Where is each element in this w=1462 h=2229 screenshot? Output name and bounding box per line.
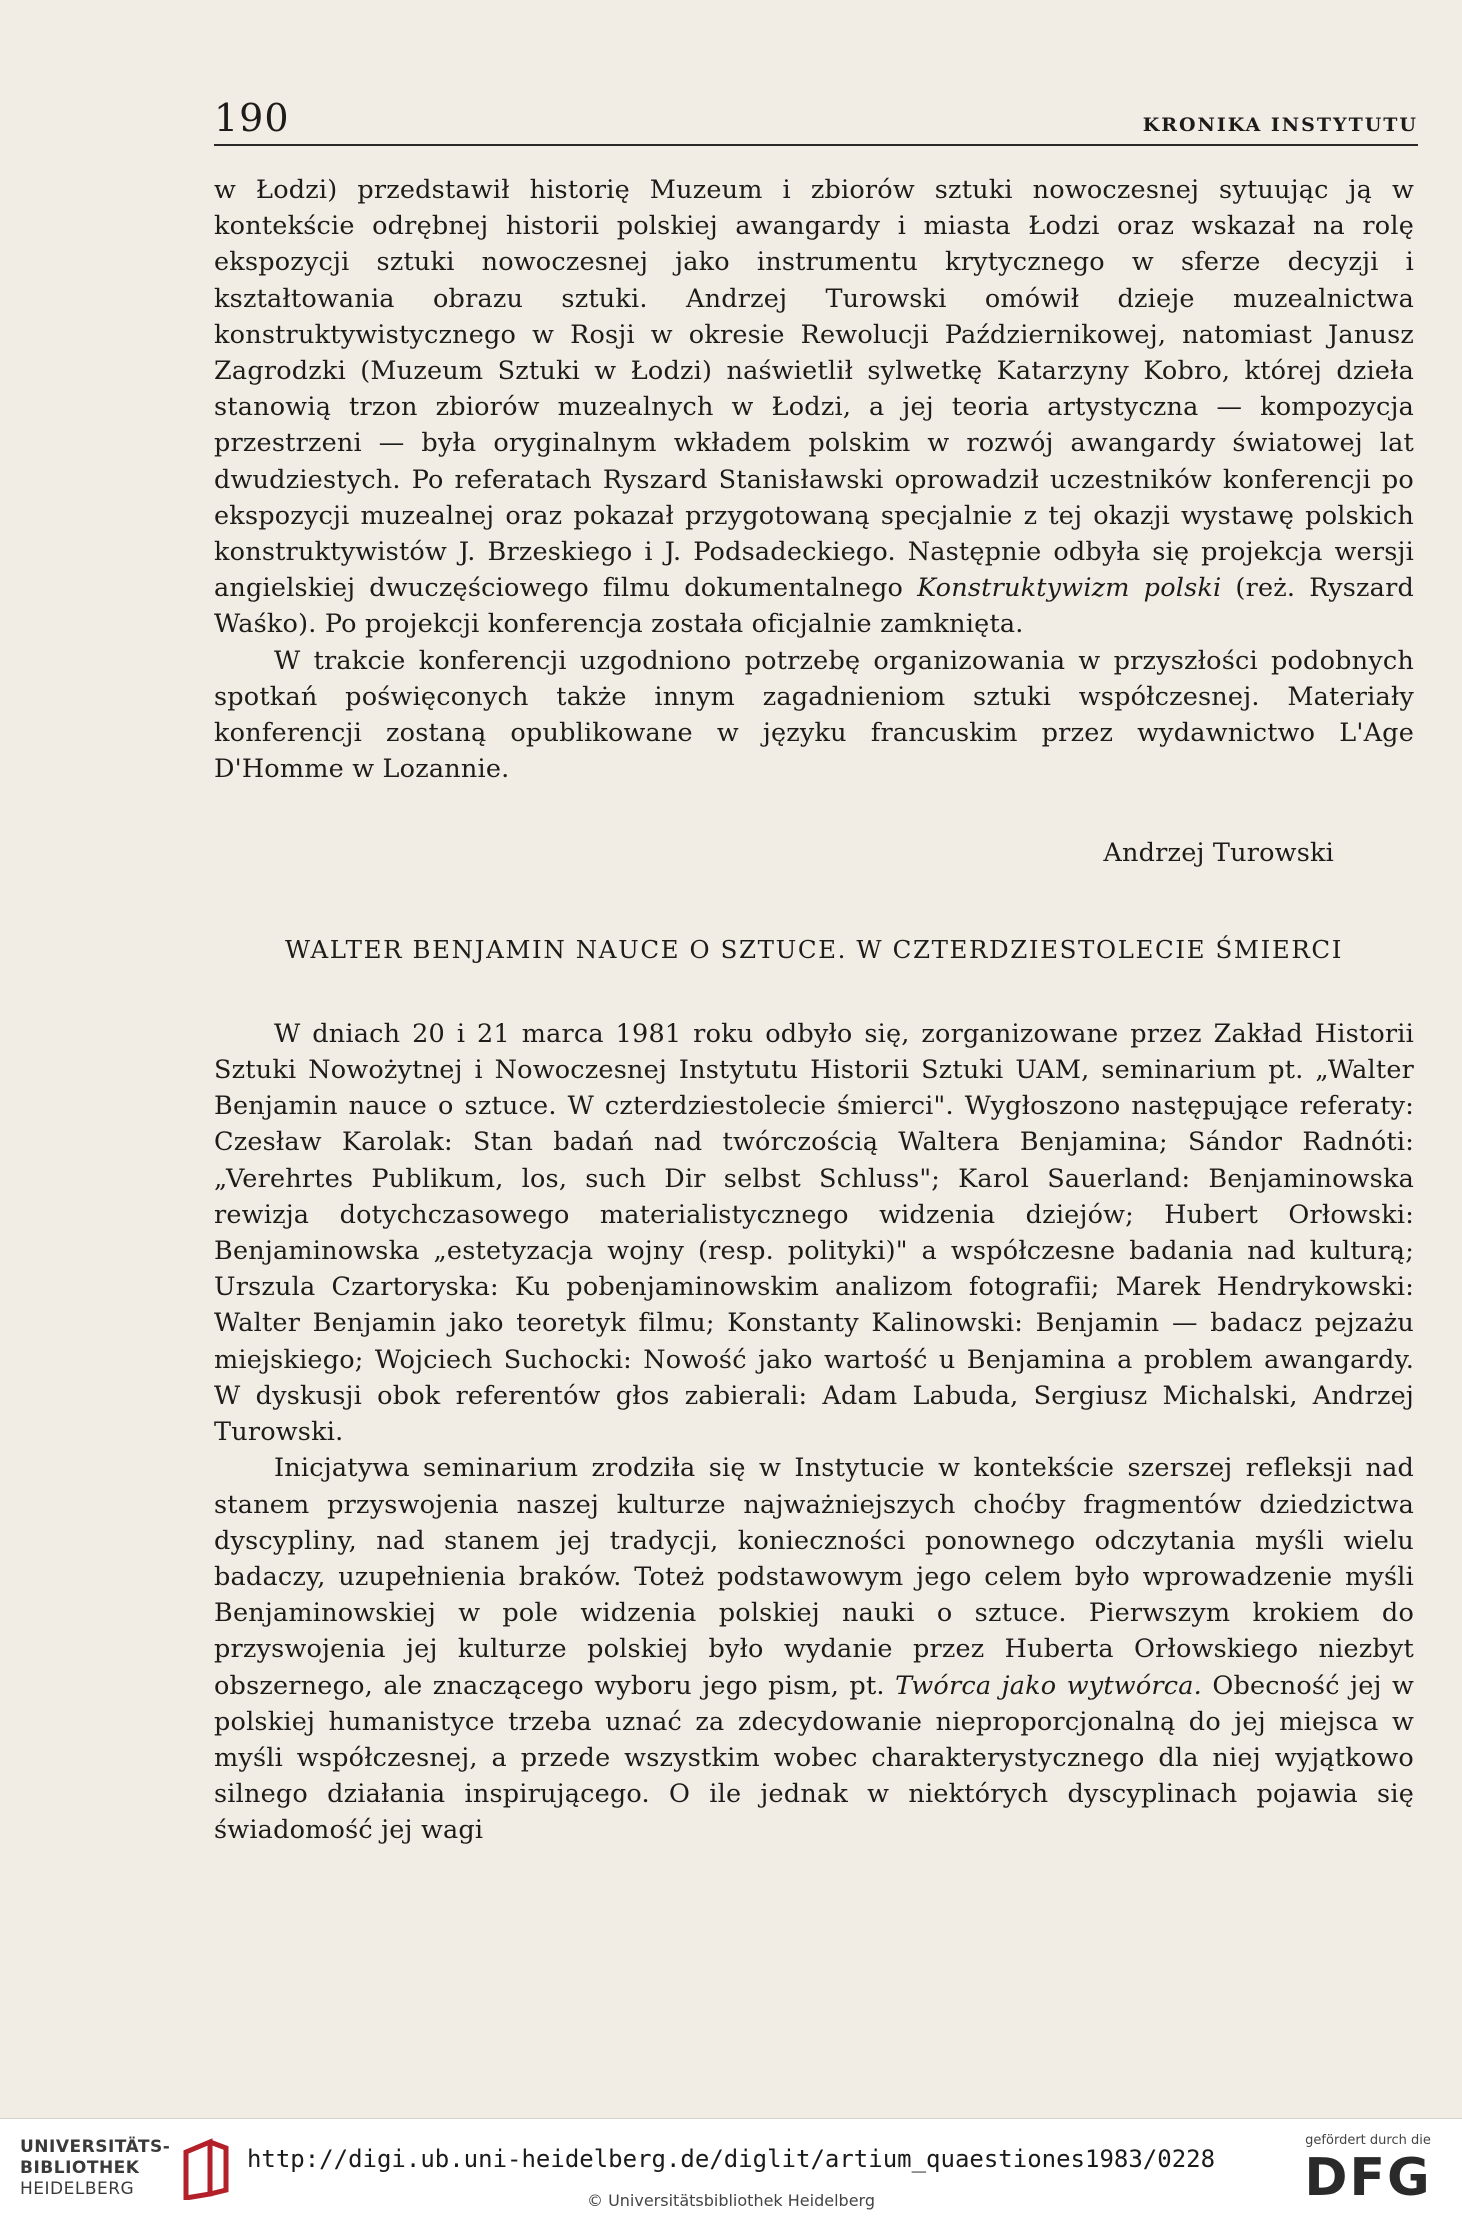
section-title: WALTER BENJAMIN NAUCE O SZTUCE. W CZTERDZIESTOLECIE ŚMIERCI [284, 934, 1344, 964]
page-header [214, 96, 1418, 146]
dfg-logo[interactable] [1298, 2133, 1438, 2208]
paragraph: W trakcie konferencji uzgodniono potrzebę organizowania w przyszłości podobnych spotkań poświęconych także innym zagadnieniom sztuki współczesnej. Materiały konferencji zostaną opublikowane w języku francuskim przez wydawnictwo L'Age D'Homme w Lozannie. [214, 645, 1414, 785]
paragraph: Inicjatywa seminarium zrodziła się w Instytucie w kontekście szerszej refleksji nad stanem przyswojenia naszej kulturze najważniejszych choćby fragmentów dziedzictwa dyscypliny, nad stanem jej tradycji, konieczności ponownego odczytania myśli wielu badaczy, uzupełnienia braków. Toteż podstawowym jego celem było wprowadzenie myśli Benjaminowskiej w pole widzenia polskiej nauki o sztuce. Pierwszym krokiem do przyswojenia jej kulturze polskiej było wydanie przez Huberta Orłowskiego niezbyt obszernego, ale znaczącego wyboru jego pism, pt. Twórca jako wytwórca. Obecność jej w polskiej humanistyce trzeba uznać za zdecydowanie nieproporcjonalną do jej miejsca w myśli współczesnej, a przede wszystkim wobec charakterystycznego dla niej wyjątkowo silnego działania inspirującego. O ile jednak w niektórych dyscyplinach pojawia się świadomość jej wagi [214, 1453, 1415, 1846]
dfg-caption: gefördert durch die [1305, 2133, 1431, 2148]
digitization-footer [0, 2118, 1462, 2229]
dfg-logo-text: DFG [1304, 2148, 1432, 2208]
paragraph: w Łodzi) przedstawił historię Muzeum i zbiorów sztuki nowoczesnej sytuując ją w kontekście odrębnej historii polskiej awangardy i miasta Łodzi oraz wskazał na rolę ekspozycji sztuki nowoczesnej jako instrumentu krytycznego w sferze decyzji i kształtowania obrazu sztuki. Andrzej Turowski omówił dzieje muzealnictwa konstruktywistycznego w Rosji w okresie Rewolucji Październikowej, natomiast Janusz Zagrodzki (Muzeum Sztuki w Łodzi) naświetlił sylwetkę Katarzyny Kobro, której dzieła stanowią trzon zbiorów muzealnych w Łodzi, a jej teoria artystyczna — kompozycja przestrzeni — była oryginalnym wkładem polskim w rozwój awangardy światowej lat dwudziestych. Po referatach Ryszard Stanisławski oprowadził uczestników konferencji po ekspozycji muzealnej oraz pokazał przygotowaną specjalnie z tej okazji wystawę polskich konstruktywistów J. Brzeskiego i J. Podsadeckiego. Następnie odbyła się projekcja wersji angielskiej dwuczęściowego filmu dokumentalnego Konstruktywizm polski (reż. Ryszard Waśko). Po projekcji konferencja została oficjalnie zamknięta. [214, 175, 1414, 640]
permalink[interactable]: http://digi.ub.uni-heidelberg.de/diglit/artium_quaestiones1983/0228 [246, 2145, 1216, 2173]
article-body [214, 172, 1414, 1849]
author-signature: Andrzej Turowski [1103, 838, 1334, 869]
running-head: KRONIKA INSTYTUTU [1142, 114, 1418, 136]
copyright-notice: © Universitätsbibliothek Heidelberg [586, 2191, 875, 2210]
film-title: Konstruktywizm polski [917, 573, 1222, 604]
page-number: 190 [214, 96, 290, 140]
library-name: UNIVERSITÄTS- BIBLIOTHEK HEIDELBERG [20, 2137, 171, 2199]
paragraph: W dniach 20 i 21 marca 1981 roku odbyło się, zorganizowane przez Zakład Historii Sztuki Nowożytnej i Nowoczesnej Instytutu Historii Sztuki UAM, seminarium pt. „Walter Benjamin nauce o sztuce. W czterdziestolecie śmierci". Wygłoszono następujące referaty: Czesław Karolak: Stan badań nad twórczością Waltera Benjamina; Sándor Radnóti: „Verehrtes Publikum, los, such Dir selbst Schluss"; Karol Sauerland: Benjaminowska rewizja dotychczasowego materialistycznego widzenia dziejów; Hubert Orłowski: Benjaminowska „estetyzacja wojny (resp. polityki)" a współczesne badania nad kulturą; Urszula Czartoryska: Ku pobenjaminowskim analizom fotografii; Marek Hendrykowski: Walter Benjamin jako teoretyk filmu; Konstanty Kalinowski: Benjamin — badacz pejzażu miejskiego; Wojciech Suchocki: Nowość jako wartość u Benjamina a problem awangardy. W dyskusji obok referentów głos zabierali: Adam Labuda, Sergiusz Michalski, Andrzej Turowski. [214, 1018, 1414, 1448]
book-title: Twórca jako wytwórca. [895, 1670, 1202, 1701]
